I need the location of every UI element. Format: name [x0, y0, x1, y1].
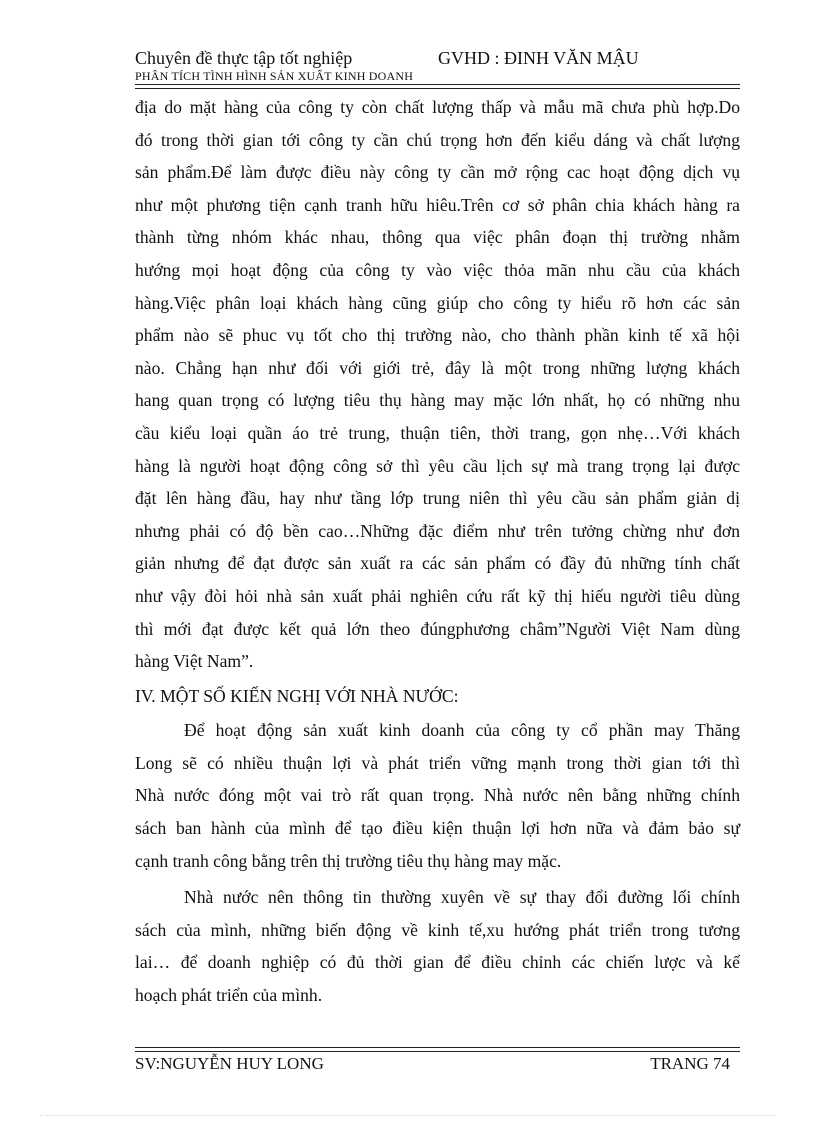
header-rule [135, 88, 740, 89]
text-line: sách ban hành của mình để tạo điều kiện thuận lợi hơn nữa và đảm bảo sự [135, 818, 740, 839]
text-line: địa do mặt hàng của công ty còn chất lượng thấp và mẫu mã chưa phù hợp.Do [135, 97, 740, 117]
text-line: phẩm nào sẽ phuc vụ tốt cho thị trường nào, cho thành phần kinh tế xã hội [135, 325, 740, 346]
paragraph [135, 714, 740, 877]
text-line: sách của mình, những biến động về kinh tế,xu hướng phát triển trong tương [135, 919, 740, 940]
text-line: hàng Việt Nam”. [135, 651, 254, 672]
text-line: thì mới đạt được kết quả lớn theo đúngphương châm”Người Việt Nam dùng [135, 618, 740, 639]
text-line: hang quan trọng có lượng tiêu thụ hàng may mặc lớn nhất, họ có những nhu [135, 390, 740, 411]
footer-rule [135, 1047, 740, 1048]
text-line: Nhà nước đóng một vai trò rất quan trọng. Nhà nước nên bằng những chính [135, 785, 740, 806]
text-line: cạnh tranh công bằng trên thị trường tiêu thụ hàng may mặc. [135, 850, 562, 871]
text-line: sản phẩm.Để làm được điều này công ty cần mở rộng cac hoạt động dịch vụ [135, 162, 740, 183]
text-line: hoạch phát triển của mình. [135, 985, 323, 1006]
text-line: thành từng nhóm khác nhau, thông qua việc phân đoạn thị trường nhằm [135, 227, 740, 248]
text-line: nào. Chẳng hạn như đối với giới trẻ, đây là một trong những lượng khách [135, 357, 740, 378]
text-line: đó trong thời gian tới công ty cần chú trọng hơn đến kiểu dáng và chất lượng [135, 129, 740, 150]
text-line: đặt lên hàng đầu, hay như tầng lớp trung niên thì yêu cầu sản phẩm giản dị [135, 488, 740, 509]
page-edge-divider [40, 1115, 776, 1116]
page-number: TRANG 74 [650, 1054, 730, 1073]
text-line: Để hoạt động sản xuất kinh doanh của công ty cổ phần may Thăng [184, 720, 740, 741]
text-line: nhưng phải có độ bền cao…Những đặc điểm như trên tưởng chừng như đơn [135, 520, 740, 541]
body-text [135, 91, 740, 1012]
header-advisor: GVHD : ĐINH VĂN MẬU [438, 48, 639, 68]
header-rule [135, 84, 740, 85]
text-line: như một phương tiện cạnh tranh hữu hiêu.Trên cơ sở phân chia khách hàng ra [135, 194, 740, 215]
section-heading: IV. MỘT SỐ KIẾN NGHỊ VỚI NHÀ NƯỚC: [135, 685, 459, 706]
text-line: lai… để doanh nghiệp có đủ thời gian để điều chỉnh các chiến lược và kế [135, 952, 740, 973]
text-line: như vậy đòi hỏi nhà sản xuất phải nghiên cứu rất kỹ thị hiếu người tiêu dùng [135, 585, 740, 606]
text-line: Long sẽ có nhiều thuận lợi và phát triển vững mạnh trong thời gian tới thì [135, 752, 740, 773]
text-line: Nhà nước nên thông tin thường xuyên về sự thay đổi đường lối chính [184, 887, 740, 908]
header-title: Chuyên đề thực tập tốt nghiệp [135, 48, 353, 68]
paragraph [135, 91, 740, 678]
footer-student: SV:NGUYỄN HUY LONG [135, 1054, 324, 1073]
paragraph [135, 881, 740, 1011]
footer-rule [135, 1051, 740, 1052]
text-line: cầu kiểu loại quần áo trẻ trung, thuận tiên, thời trang, gọn nhẹ…Với khách [135, 422, 740, 443]
text-line: hàng.Việc phân loại khách hàng cũng giúp cho công ty hiểu rõ hơn các sản [135, 292, 740, 313]
header-subtitle: PHÂN TÍCH TÌNH HÌNH SẢN XUẤT KINH DOANH [135, 69, 414, 83]
text-line: hướng mọi hoạt động của công ty vào việc thỏa mãn nhu cầu của khách [135, 259, 740, 280]
text-line: giản nhưng để đạt được sản xuất ra các sản phẩm có đầy đủ những tính chất [135, 553, 740, 574]
text-line: hàng là người hoạt động công sở thì yêu cầu lịch sự mà trang trọng lại được [135, 455, 740, 476]
